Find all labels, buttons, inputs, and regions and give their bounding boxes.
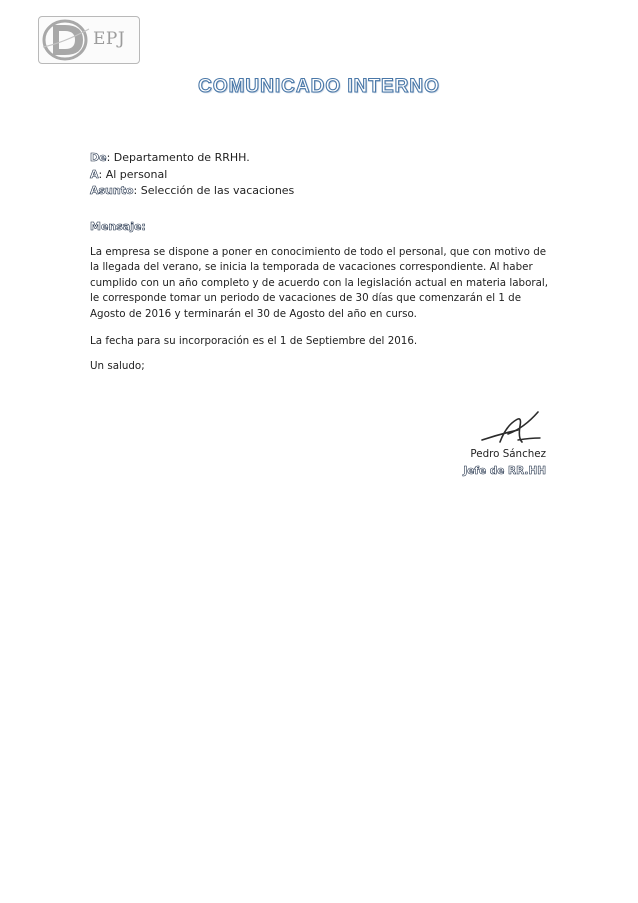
- from-label: De: [90, 151, 107, 164]
- company-logo: [38, 16, 140, 64]
- from-row: [90, 150, 294, 167]
- from-value: : Departamento de RRHH.: [106, 151, 250, 164]
- logo-text: EPJ: [93, 29, 126, 49]
- document-title: COMUNICADO INTERNO: [198, 76, 440, 97]
- to-value: : Al personal: [98, 167, 168, 181]
- header-fields: [90, 150, 294, 200]
- subject-row: [90, 183, 294, 200]
- signer-role: Jefe de RR.HH: [463, 465, 546, 477]
- subject-label: Asunto: [90, 184, 134, 197]
- to-row: [90, 167, 294, 184]
- subject-value: : Selección de las vacaciones: [133, 184, 295, 197]
- message-paragraph-1: La empresa se dispone a poner en conocimiento de todo el personal, que con motivo de la llegada del verano, se inicia la temporada de vacaciones correspondiente. Al haber cumplido con un año completo y de acuerdo con la legislación actual en materia laboral, le corresponde tomar un periodo de vacaciones de 30 días que comenzarán el 1 de Agosto de 2016 y terminarán el 30 de Agosto del año en curso.: [90, 246, 549, 320]
- signer-name: Pedro Sánchez: [470, 448, 546, 460]
- to-label: A: [90, 167, 99, 181]
- signature-icon: [478, 404, 544, 448]
- message-heading: Mensaje:: [90, 220, 146, 233]
- message-closing: Un saludo;: [90, 360, 145, 372]
- message-paragraph-2: La fecha para su incorporación es el 1 de Septiembre del 2016.: [90, 335, 418, 347]
